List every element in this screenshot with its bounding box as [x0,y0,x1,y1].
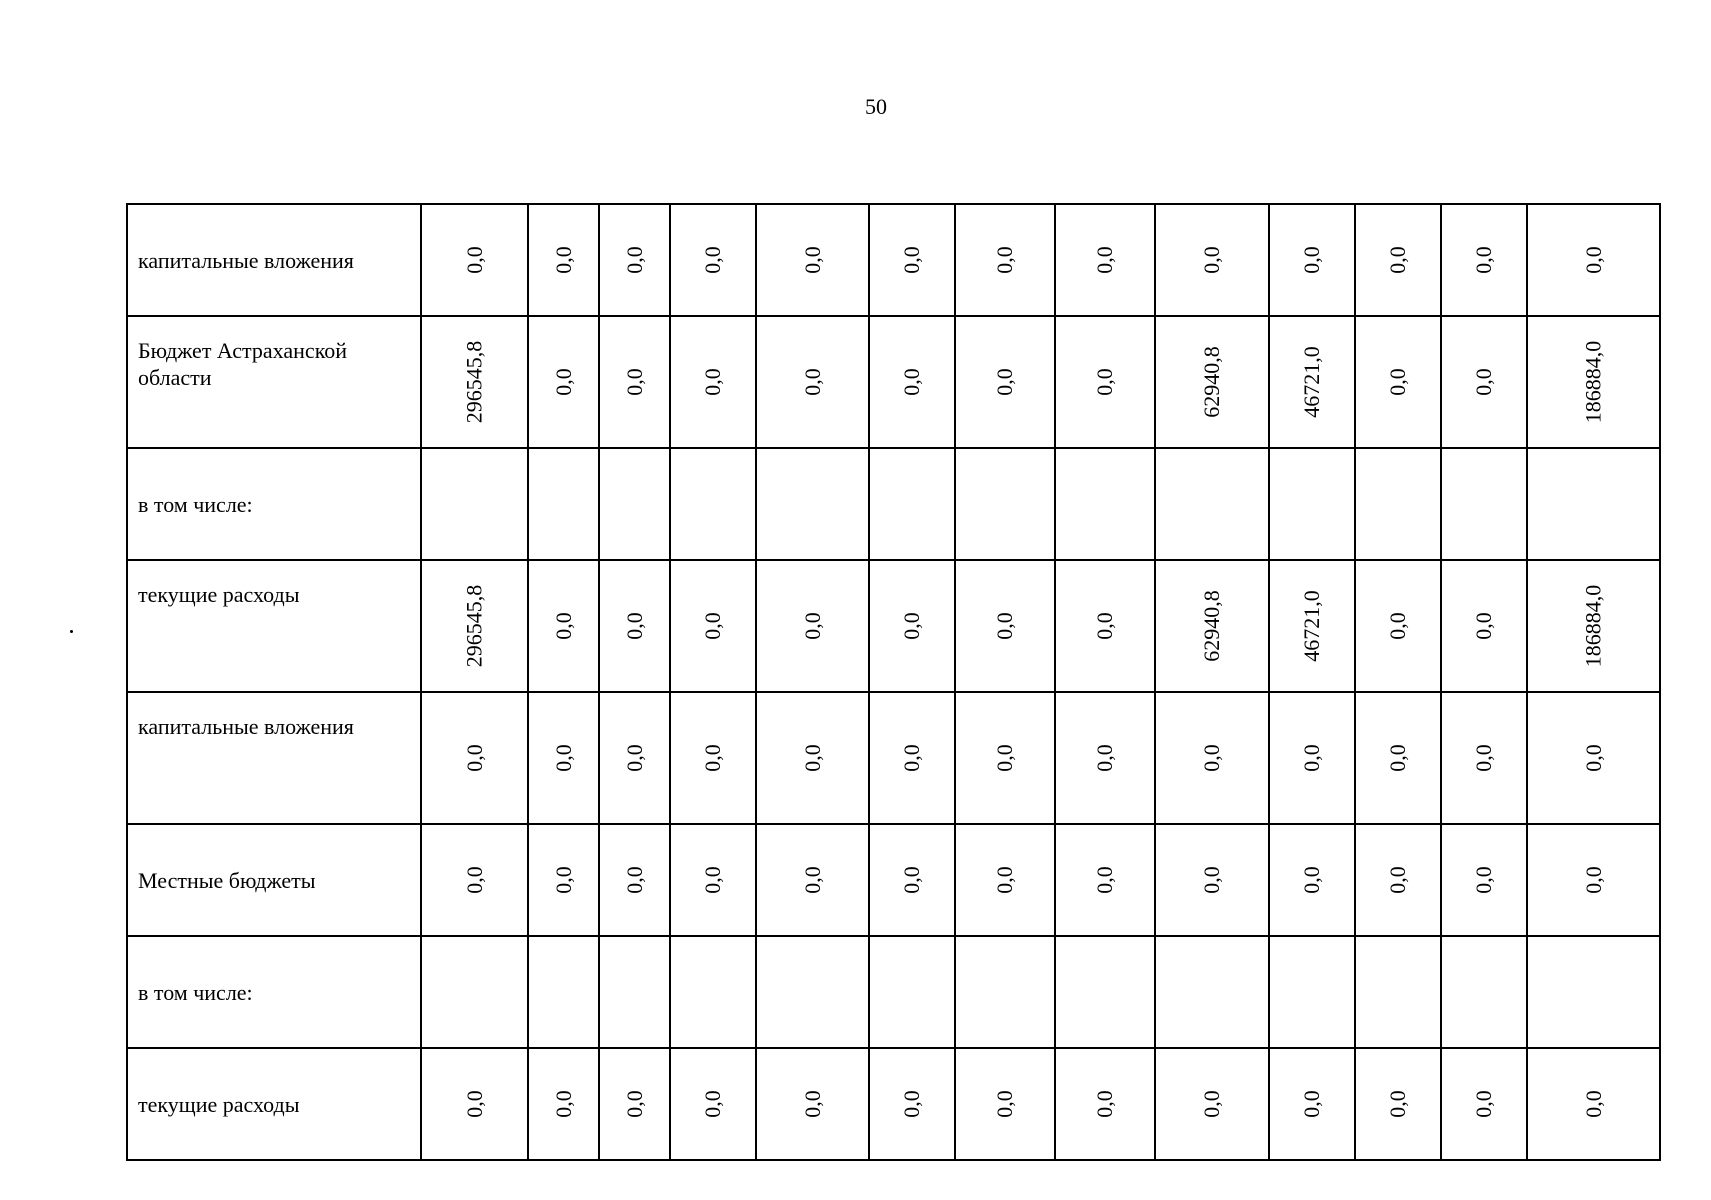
value-cell [756,560,869,692]
value-text: 0,0 [550,246,576,274]
value-text: 0,0 [799,866,825,894]
value-cell [1155,824,1269,936]
value-cell [421,316,528,448]
value-cell [1155,448,1269,560]
value-text: 0,0 [799,368,825,396]
value-text: 0,0 [1471,612,1496,640]
value-cell [599,560,670,692]
value-text: 0,0 [1580,744,1606,772]
table-row [127,824,1660,936]
value-text: 0,0 [1199,866,1224,894]
value-text: 0,0 [1299,744,1324,772]
value-cell [1269,204,1355,316]
value-text: 0,0 [992,866,1017,894]
value-text: 0,0 [992,1090,1017,1118]
row-label-cell [127,1048,421,1160]
value-cell [1527,936,1660,1048]
value-cell [1269,936,1355,1048]
value-cell [599,1048,670,1160]
value-cell [756,1048,869,1160]
value-cell [528,824,599,936]
value-text: 0,0 [1471,368,1496,396]
value-text: 0,0 [899,246,924,274]
value-text: 62940,8 [1199,590,1224,662]
table-row [127,448,1660,560]
value-cell [1155,204,1269,316]
table-row [127,1048,1660,1160]
value-cell [1441,692,1527,824]
value-text: 0,0 [799,744,825,772]
value-text: 0,0 [1299,866,1324,894]
value-cell [670,316,756,448]
value-cell [1527,1048,1660,1160]
value-cell [670,1048,756,1160]
row-label: в том числе: [138,979,253,1005]
value-text: 0,0 [1199,246,1224,274]
value-cell [599,824,670,936]
value-cell [1441,448,1527,560]
value-cell [1055,692,1155,824]
value-text: 296545,8 [461,584,487,668]
value-cell [528,936,599,1048]
value-text: 46721,0 [1299,590,1324,662]
value-text: 0,0 [1092,866,1117,894]
value-text: 0,0 [992,744,1017,772]
value-cell [421,936,528,1048]
value-cell [869,824,955,936]
value-text: 0,0 [899,368,924,396]
value-text: 0,0 [1471,866,1496,894]
value-text: 0,0 [461,744,487,772]
value-cell [869,560,955,692]
value-text: 0,0 [1385,246,1410,274]
value-cell [1055,560,1155,692]
value-cell [670,692,756,824]
value-cell [1355,560,1441,692]
value-cell [528,316,599,448]
value-cell [1527,824,1660,936]
table-row [127,204,1660,316]
value-cell [869,1048,955,1160]
value-cell [1527,448,1660,560]
value-cell [1527,560,1660,692]
page-number: 50 [865,94,887,119]
value-text: 0,0 [1580,1090,1606,1118]
value-text: 0,0 [899,612,924,640]
value-cell [421,824,528,936]
value-cell [756,448,869,560]
value-text: 0,0 [700,246,725,274]
value-text: 0,0 [550,368,576,396]
value-text: 0,0 [799,1090,825,1118]
value-cell [756,692,869,824]
value-text: 0,0 [461,866,487,894]
value-cell [599,204,670,316]
value-text: 0,0 [899,1090,924,1118]
row-label-cell [127,560,421,692]
value-text: 0,0 [992,368,1017,396]
value-cell [421,560,528,692]
value-cell [1155,692,1269,824]
value-cell [1155,1048,1269,1160]
value-text: 0,0 [550,1090,576,1118]
value-cell [1269,316,1355,448]
row-label: в том числе: [138,491,253,517]
value-cell [955,692,1055,824]
value-text: 0,0 [700,612,725,640]
value-cell [955,560,1055,692]
value-text: 0,0 [1092,368,1117,396]
table-row [127,560,1660,692]
value-cell [1355,448,1441,560]
value-text: 0,0 [461,246,487,274]
value-text: 0,0 [621,246,647,274]
value-cell [869,936,955,1048]
value-cell [599,448,670,560]
value-cell [528,692,599,824]
value-cell [1269,560,1355,692]
value-cell [955,936,1055,1048]
value-cell [1269,448,1355,560]
value-text: 0,0 [799,612,825,640]
value-text: 0,0 [1580,246,1606,274]
value-cell [1441,824,1527,936]
value-text: 0,0 [992,612,1017,640]
value-cell [599,692,670,824]
table-row [127,316,1660,448]
value-cell [955,204,1055,316]
value-text: 0,0 [899,744,924,772]
value-cell [869,204,955,316]
value-cell [1155,316,1269,448]
value-text: 0,0 [1385,866,1410,894]
value-text: 0,0 [1471,246,1496,274]
value-text: 0,0 [621,866,647,894]
value-cell [599,936,670,1048]
row-label-cell [127,824,421,936]
value-text: 0,0 [799,246,825,274]
row-label-cell [127,448,421,560]
value-cell [869,692,955,824]
value-text: 186884,0 [1580,584,1606,668]
value-text: 0,0 [550,866,576,894]
row-label-cell [127,936,421,1048]
value-cell [756,316,869,448]
value-text: 296545,8 [461,340,487,424]
value-cell [599,316,670,448]
value-text: 0,0 [621,368,647,396]
value-cell [1269,824,1355,936]
value-cell [528,1048,599,1160]
value-text: 46721,0 [1299,346,1324,418]
value-cell [1355,204,1441,316]
value-cell [1055,448,1155,560]
value-cell [1355,316,1441,448]
value-text: 0,0 [1385,744,1410,772]
value-cell [421,448,528,560]
value-cell [670,560,756,692]
value-cell [1155,936,1269,1048]
row-label-cell [127,204,421,316]
value-text: 0,0 [700,1090,725,1118]
value-cell [869,316,955,448]
value-cell [670,936,756,1048]
value-cell [1055,936,1155,1048]
value-text: 0,0 [1299,1090,1324,1118]
value-cell [756,204,869,316]
value-cell [1269,692,1355,824]
row-label-cell [127,316,421,448]
value-cell [869,448,955,560]
value-cell [1441,316,1527,448]
value-text: 0,0 [621,1090,647,1118]
value-text: 0,0 [700,744,725,772]
value-cell [1527,692,1660,824]
value-text: 0,0 [1299,246,1324,274]
value-cell [528,448,599,560]
value-cell [528,204,599,316]
value-text: 0,0 [1092,1090,1117,1118]
row-label-cell [127,692,421,824]
value-cell [670,204,756,316]
scan-speck [70,630,73,633]
value-text: 0,0 [1385,368,1410,396]
value-cell [1441,560,1527,692]
value-text: 186884,0 [1580,340,1606,424]
value-cell [670,448,756,560]
value-cell [1055,1048,1155,1160]
value-cell [528,560,599,692]
value-text: 0,0 [550,612,576,640]
value-text: 0,0 [1385,612,1410,640]
value-cell [756,936,869,1048]
value-cell [1055,824,1155,936]
value-cell [955,824,1055,936]
row-label: текущие расходы [138,1091,300,1117]
value-cell [1055,204,1155,316]
value-cell [1527,204,1660,316]
value-cell [1527,316,1660,448]
value-text: 0,0 [1471,1090,1496,1118]
value-cell [1441,204,1527,316]
table-row [127,936,1660,1048]
value-cell [670,824,756,936]
value-cell [1441,1048,1527,1160]
row-label: Местные бюджеты [138,867,316,893]
value-text: 0,0 [1199,1090,1224,1118]
value-cell [421,1048,528,1160]
value-text: 0,0 [1471,744,1496,772]
value-cell [1055,316,1155,448]
value-text: 0,0 [1092,612,1117,640]
value-text: 0,0 [700,866,725,894]
value-text: 0,0 [1199,744,1224,772]
value-text: 0,0 [621,744,647,772]
value-text: 0,0 [700,368,725,396]
value-cell [421,692,528,824]
value-text: 0,0 [992,246,1017,274]
table-row [127,692,1660,824]
row-label: капитальные вложения [138,247,354,273]
value-cell [1355,824,1441,936]
value-text: 0,0 [461,1090,487,1118]
value-text: 0,0 [621,612,647,640]
value-cell [1441,936,1527,1048]
value-text: 0,0 [1092,744,1117,772]
value-cell [756,824,869,936]
row-label: Бюджет Астраханской области [138,338,348,390]
budget-table [126,203,1661,1161]
row-label: капитальные вложения [138,714,354,739]
value-cell [1155,560,1269,692]
value-cell [955,448,1055,560]
value-text: 0,0 [1580,866,1606,894]
value-text: 0,0 [550,744,576,772]
value-text: 0,0 [899,866,924,894]
value-cell [1355,692,1441,824]
value-cell [1355,936,1441,1048]
value-text: 0,0 [1385,1090,1410,1118]
value-cell [1269,1048,1355,1160]
value-cell [955,316,1055,448]
value-cell [955,1048,1055,1160]
value-text: 62940,8 [1199,346,1224,418]
row-label: текущие расходы [138,582,300,607]
value-cell [1355,1048,1441,1160]
value-text: 0,0 [1092,246,1117,274]
value-cell [421,204,528,316]
